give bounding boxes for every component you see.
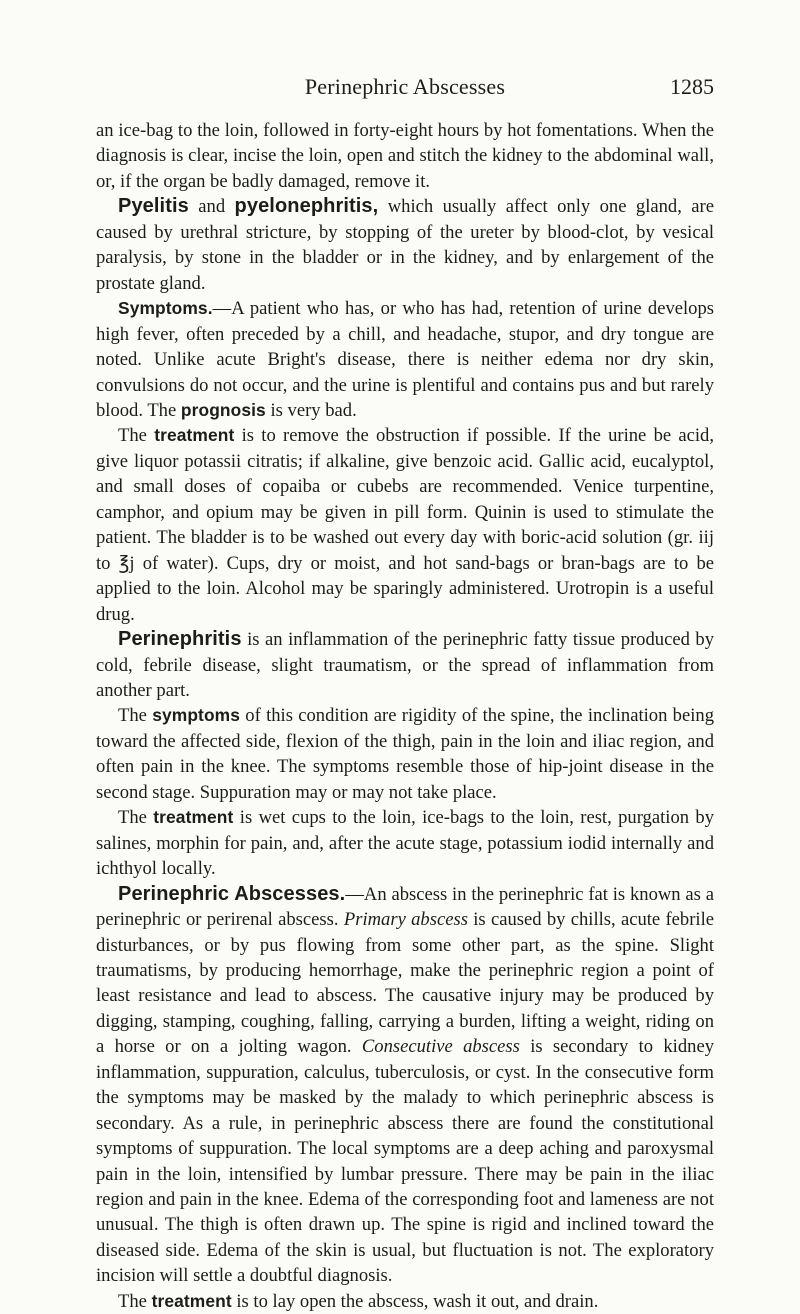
term-primary-abscess: Primary abscess	[343, 909, 468, 931]
heading-pyelonephritis: pyelonephritis,	[234, 195, 379, 218]
paragraph-continuation	[96, 118, 714, 194]
paragraph-text: and	[188, 196, 235, 218]
paragraph-abscess-treatment	[96, 1289, 714, 1314]
running-head	[96, 74, 714, 104]
keyword-treatment: treatment	[153, 807, 234, 828]
term-consecutive-abscess: Consecutive abscess	[361, 1036, 520, 1058]
paragraph-pyelitis	[96, 194, 714, 296]
paragraph-perinephric-abscesses	[96, 882, 714, 1289]
page-title: Perinephric Abscesses	[304, 74, 506, 99]
paragraph-text: —An abscess in the perinephric fat is known as a perinephric or perirenal abscess.	[96, 883, 714, 931]
paragraph-text: which usually affect only one gland, are caused by urethral stricture, by stopping of the ureter by blood-clot, by vesical paralysis, by stone in the bladder or in the kidney, and by enlargement of the prostate gland.	[96, 196, 714, 294]
keyword-treatment: treatment	[154, 425, 235, 446]
paragraph-text: is wet cups to the loin, ice-bags to the loin, rest, purgation by salines, morphin for pain, and, after the acute stage, potassium iodid internally and ichthyol locally.	[96, 807, 714, 880]
paragraph-text: is very bad.	[265, 399, 357, 421]
page-number: 1285	[670, 74, 714, 99]
keyword-treatment: treatment	[151, 1290, 232, 1311]
paragraph-symptoms	[96, 296, 714, 423]
paragraph-text: —A patient who has, or who has had, retention of urine develops high fever, often preceded by a chill, and headache, stupor, and dry tongue are noted. Unlike acute Bright's disease, there is neither edema nor dry skin, convulsions do not occur, and the urine is plentiful and contains pus and but rarely blood. The	[96, 298, 714, 421]
paragraph-text: of this condition are rigidity of the spine, the inclination being toward the affected side, flexion of the thigh, pain in the loin and iliac region, and often pain in the knee. The symptoms resemble those of hip-joint disease in the second stage. Suppuration may or may not take place.	[96, 705, 714, 803]
paragraph-perinephritis-treatment	[96, 805, 714, 881]
heading-pyelitis: Pyelitis	[118, 195, 189, 218]
paragraph-text: is caused by chills, acute febrile disturbances, or by pus flowing from some other part, as the spine. Slight traumatisms, by producing hemorrhage, make the perinephric region a point of least resistance and lead to abscess. The causative injury may be produced by digging, stamping, coughing, falling, carrying a burden, lifting a weight, riding on a horse or on a jolting wagon.	[96, 909, 714, 1058]
paragraph-text: is secondary to kidney inflammation, suppuration, calculus, tuberculosis, or cyst. In the consecutive form the symptoms may be masked by the malady to which perinephric abscess is secondary. As a rule, in perinephric abscess there are found the constitutional symptoms of suppuration. The local symptoms are a deep aching and paroxysmal pain in the loin, intensified by lumbar pressure. There may be pain in the iliac region and pain in the knee. Edema of the corresponding foot and lameness are not unusual. The thigh is often drawn up. The spine is rigid and inclined toward the diseased side. Edema of the skin is usual, but fluctuation is not. The exploratory incision will settle a doubtful diagnosis.	[96, 1036, 714, 1287]
paragraph-text: The	[118, 705, 153, 727]
paragraph-text: is an inflammation of the perinephric fatty tissue produced by cold, febrile disease, slight traumatism, or the spread of inflammation from another part.	[96, 629, 714, 701]
paragraph-text: is to lay open the abscess, wash it out, and drain.	[231, 1290, 599, 1312]
keyword-prognosis: prognosis	[180, 399, 266, 420]
paragraph-treatment-pyelitis	[96, 423, 714, 627]
paragraph-perinephritis-symptoms	[96, 703, 714, 805]
heading-symptoms: Symptoms.	[118, 298, 213, 319]
paragraph-text: The	[118, 425, 155, 447]
body-text	[96, 118, 714, 1314]
heading-perinephritis: Perinephritis	[118, 628, 242, 651]
keyword-symptoms: symptoms	[152, 705, 240, 726]
paragraph-text: The	[118, 807, 154, 829]
paragraph-text: an ice-bag to the loin, followed in forty-eight hours by hot fomentations. When the diagnosis is clear, incise the loin, open and stitch the kidney to the abdominal wall, or, if the organ be badly damaged, remove it.	[96, 120, 714, 192]
heading-perinephric-abscesses: Perinephric Abscesses.	[118, 882, 346, 905]
paragraph-perinephritis	[96, 627, 714, 703]
paragraph-text: The	[118, 1290, 152, 1312]
paragraph-text: is to remove the obstruction if possible. If the urine be acid, give liquor potassii citratis; if alkaline, give benzoic acid. Gallic acid, eucalyptol, and small doses of copaiba or cubebs are recommended. Venice turpentine, camphor, and opium may be given in pill form. Quinin is used to stimulate the patient. The bladder is to be washed out every day with boric-acid solution (gr. iij to ℥j of water). Cups, dry or moist, and hot sand-bags or bran-bags are to be applied to the loin. Alcohol may be sparingly administered. Urotropin is a useful drug.	[96, 425, 715, 625]
